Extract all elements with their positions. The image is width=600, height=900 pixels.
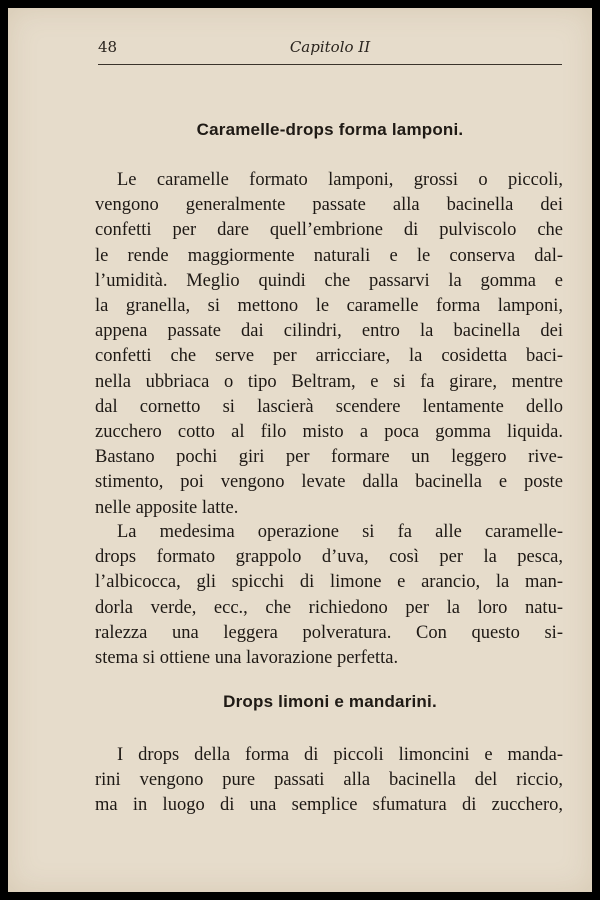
text-line: stema si ottiene una lavorazione perfetta. — [95, 648, 399, 669]
text-line: le rende maggiormente naturali e le conserva dal- — [95, 245, 563, 266]
text-line: confetti per dare quell’embrione di pulviscolo che — [95, 220, 563, 241]
text-line: Bastano pochi giri per formare un leggero rive- — [95, 447, 563, 468]
text-line: ralezza una leggera polveratura. Con questo si- — [95, 622, 563, 643]
paragraph-3 — [95, 743, 563, 819]
text-line: nella ubbriaca o tipo Beltram, e si fa girare, mentre — [95, 371, 563, 392]
text-line: dal cornetto si lascierà scendere lentamente dello — [95, 396, 563, 417]
book-page — [8, 8, 592, 892]
text-line: stimento, poi vengono levate dalla bacinella e poste — [95, 472, 563, 493]
text-line: Le caramelle formato lamponi, grossi o piccoli, — [117, 170, 563, 190]
text-line: l’umidità. Meglio quindi che passarvi la gomma e — [95, 270, 563, 291]
text-line: La medesima operazione si fa alle caramelle- — [117, 522, 563, 542]
text-line: drops formato grappolo d’uva, così per la pesca, — [95, 547, 563, 568]
text-line: dorla verde, ecc., che richiedono per la loro natu- — [95, 597, 563, 618]
text-line: l’albicocca, gli spicchi di limone e arancio, la man- — [95, 572, 563, 593]
page-number: 48 — [98, 38, 118, 56]
section-title-drops-limoni: Drops limoni e mandarini. — [223, 692, 437, 711]
text-line: vengono generalmente passate alla bacinella dei — [95, 195, 563, 216]
text-line: confetti che serve per arricciare, la cosidetta baci- — [95, 346, 563, 367]
text-line: appena passate dai cilindri, entro la bacinella dei — [95, 321, 563, 342]
text-line: rini vengono pure passati alla bacinella del riccio, — [95, 770, 563, 791]
section-title-caramelle-drops: Caramelle-drops forma lamponi. — [196, 120, 464, 139]
text-line: I drops della forma di piccoli limoncini e manda- — [117, 745, 563, 765]
text-line: nelle apposite latte. — [95, 497, 239, 518]
paragraph-1 — [95, 168, 563, 521]
text-line: ma in luogo di una semplice sfumatura di zucchero, — [95, 795, 563, 816]
text-line: zucchero cotto al filo misto a poca gomma liquida. — [95, 422, 563, 443]
running-head: Capitolo II — [289, 38, 371, 56]
paragraph-2 — [95, 520, 563, 671]
page-header — [98, 38, 562, 65]
text-line: la granella, si mettono le caramelle forma lamponi, — [95, 296, 563, 317]
